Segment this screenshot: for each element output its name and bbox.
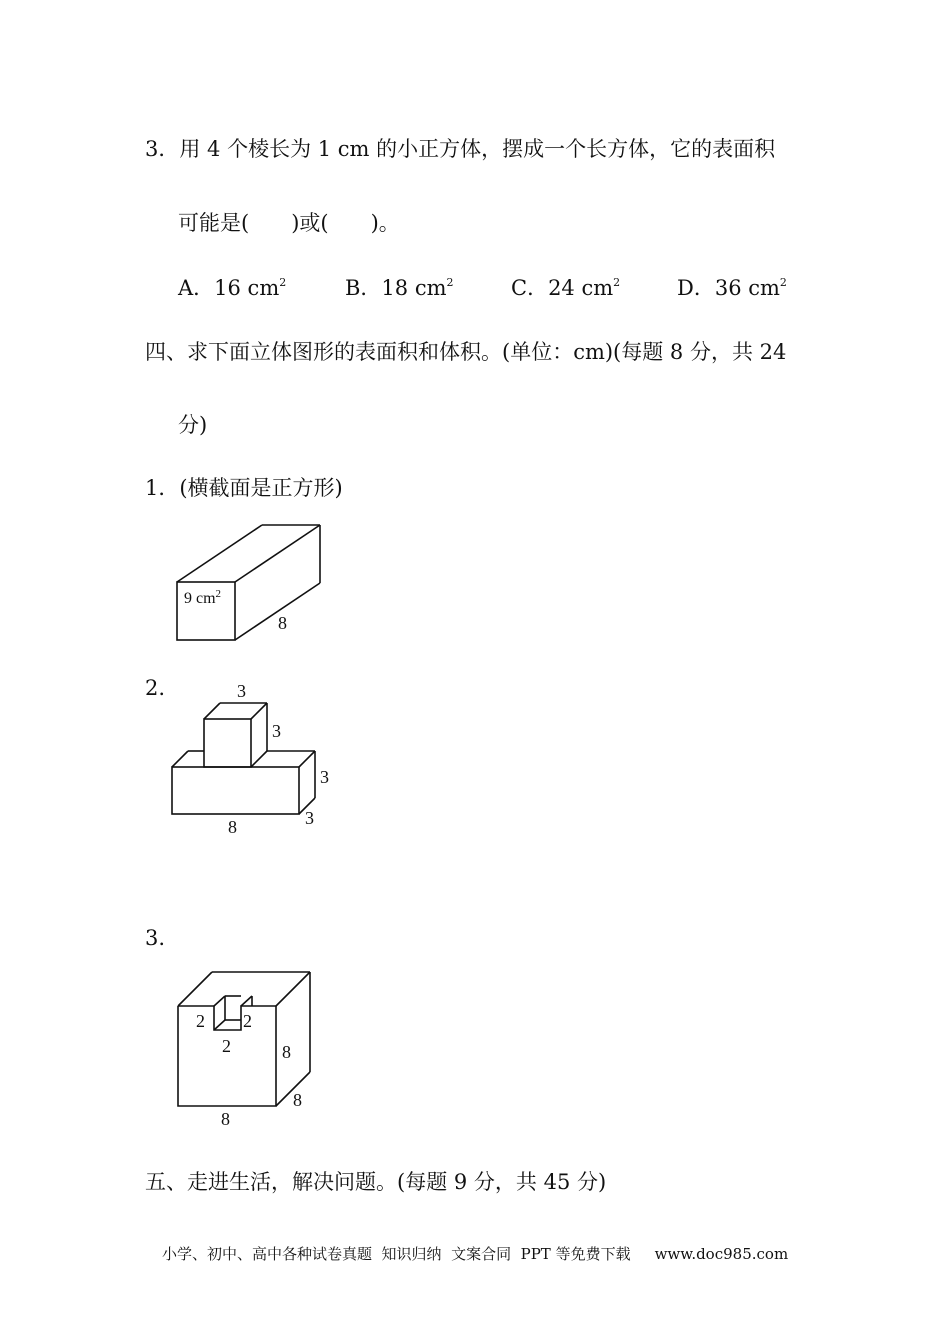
fig2-top-width-label: 3 xyxy=(237,681,246,701)
footer-text: 小学、初中、高中各种试卷真题 知识归纳 文案合同 PPT 等免费下载 xyxy=(162,1245,631,1263)
option-sup: 2 xyxy=(279,276,287,289)
fig3-width-label: 8 xyxy=(221,1109,230,1129)
fig2-base-length-label: 8 xyxy=(228,817,237,837)
option-sup: 2 xyxy=(446,276,454,289)
option-label: B．18 cm xyxy=(345,276,447,300)
section4-heading-line-1: 四、求下面立体图形的表面积和体积。(单位：cm)(每题 8 分，共 24 xyxy=(145,340,787,364)
item2-label: 2. xyxy=(145,676,166,700)
option-sup: 2 xyxy=(779,276,787,289)
option-label: D．36 cm xyxy=(677,276,780,300)
footer-url: www.doc985.com xyxy=(654,1245,789,1263)
section5-title: 五、走进生活，解决问题。(每题 9 分，共 45 分) xyxy=(145,1170,607,1194)
fig2-top-height-label: 3 xyxy=(272,721,281,741)
page-footer xyxy=(162,1247,794,1262)
fig2-base-depth-label: 3 xyxy=(305,808,314,828)
option-sup: 2 xyxy=(613,276,621,289)
fig2-base-height-label: 3 xyxy=(320,767,329,787)
q3-line-1: 3．用 4 个棱长为 1 cm 的小正方体，摆成一个长方体，它的表面积 xyxy=(145,137,776,161)
fig3-depth-label: 8 xyxy=(293,1090,302,1110)
option-label: C．24 cm xyxy=(511,276,614,300)
item1-label: 1．(横截面是正方形) xyxy=(145,476,343,500)
fig3-notch-left-label: 2 xyxy=(196,1011,205,1031)
option-label: A．16 cm xyxy=(178,276,280,300)
fig1-length-label: 8 xyxy=(278,613,287,633)
fig3-notch-bottom-label: 2 xyxy=(222,1036,231,1056)
fig3-height-label: 8 xyxy=(282,1042,291,1062)
section4-heading-line-2: 分) xyxy=(178,413,208,437)
item3-label: 3. xyxy=(145,926,166,950)
q3-line-2: 可能是( )或( )。 xyxy=(178,211,400,235)
fig1-area-label: 9 $cm^2$ xyxy=(184,588,222,607)
fig3-notch-right-label: 2 xyxy=(243,1011,252,1031)
